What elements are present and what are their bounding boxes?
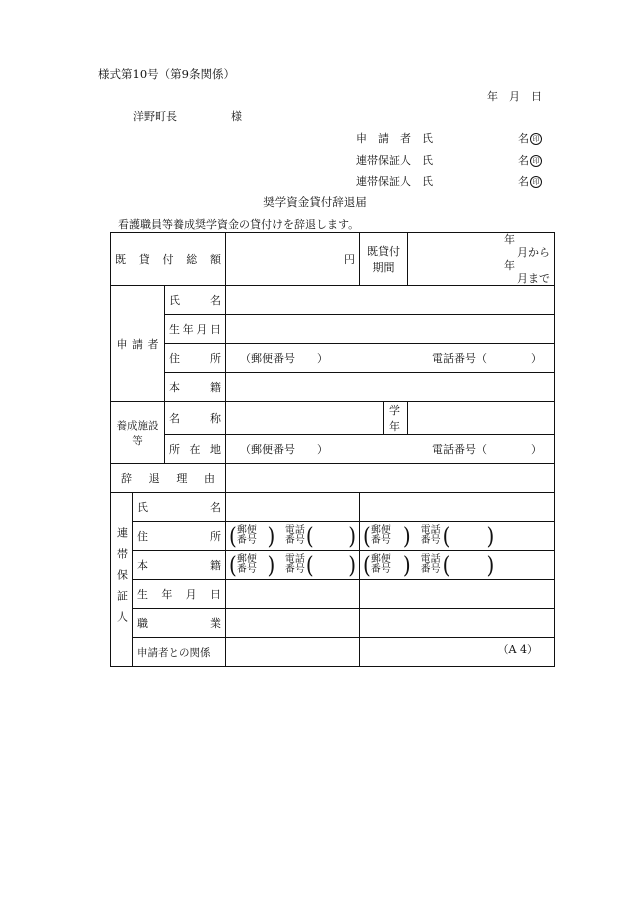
applicant-address-label: 住所 [165, 344, 226, 373]
guarantor-2-domicile-field[interactable]: ( 郵便 番号 ) 電話 番号 ( ) [360, 551, 555, 580]
period-from-month: 月から [517, 246, 551, 259]
withdrawal-reason-field[interactable] [226, 464, 555, 493]
guarantor-1-birthdate-field[interactable] [226, 580, 360, 609]
mini-phone-label: 電話 [284, 525, 305, 536]
lead-text: 看護職員等養成奨学資金の貸付けを辞退します。 [118, 218, 360, 231]
applicant-birthdate-field[interactable] [226, 315, 555, 344]
guarantor-relation-label: 申請者との関係 [133, 638, 226, 667]
mini-phone-label: 電話 [420, 554, 441, 565]
signature-guarantor-2 [356, 173, 542, 189]
sig-mei: 名 [518, 132, 529, 145]
mini-postal-label: 番号 [236, 564, 257, 575]
sig-role: 連帯保証人 [356, 175, 411, 188]
applicant-birthdate-label: 生年月日 [165, 315, 226, 344]
school-location-field[interactable] [226, 435, 555, 464]
mini-postal-label: 郵便 [370, 525, 391, 536]
mini-postal-label: 郵便 [370, 554, 391, 565]
guarantor-1-relation-field[interactable] [226, 638, 360, 667]
sig-role: 連帯保証人 [356, 154, 411, 167]
guarantor-birthdate-label: 生年月日 [133, 580, 226, 609]
mini-phone-label: 番号 [420, 564, 441, 575]
period-to-month: 月まで [517, 272, 551, 285]
grade-label: 学年 [384, 402, 408, 435]
total-loan-label: 既貸付総額 [111, 233, 226, 286]
guarantor-address-label: 住所 [133, 522, 226, 551]
mini-phone-label: 番号 [420, 535, 441, 546]
guarantor-occupation-label: 職業 [133, 609, 226, 638]
seal-icon: 印 [530, 155, 542, 167]
addressee-name: 洋野町長 [133, 110, 177, 123]
sig-ji: 氏 [422, 154, 433, 167]
guarantor-2-name-field[interactable] [360, 493, 555, 522]
guarantor-section-label [111, 493, 133, 667]
guarantor-2-address-field[interactable]: ( 郵便 番号 ) 電話 番号 ( ) [360, 522, 555, 551]
postal-code-label: （郵便番号 ） [240, 443, 329, 456]
postal-code-label: （郵便番号 ） [240, 352, 329, 365]
guarantor-domicile-label: 本籍 [133, 551, 226, 580]
paper-size-note: （A 4） [497, 643, 538, 656]
guarantor-2-occupation-field[interactable] [360, 609, 555, 638]
school-location-label: 所在地 [165, 435, 226, 464]
signature-applicant [356, 130, 542, 146]
form-number: 様式第10号（第9条関係） [98, 67, 235, 81]
period-to-year: 年 [504, 259, 516, 272]
mini-postal-label: 郵便 [236, 554, 257, 565]
total-loan-field[interactable] [226, 233, 360, 286]
applicant-section-label [111, 286, 165, 402]
guarantor-name-label: 氏名 [133, 493, 226, 522]
applicant-name-field[interactable] [226, 286, 555, 315]
seal-icon: 印 [530, 176, 542, 188]
guarantor-1-address-field[interactable]: ( 郵便 番号 ) 電話 番号 ( ) [226, 522, 360, 551]
yen-unit: 円 [344, 253, 356, 266]
guarantor-1-name-field[interactable] [226, 493, 360, 522]
sig-role: 申 請 者 [356, 132, 411, 145]
mini-postal-label: 番号 [370, 564, 391, 575]
phone-number-label: 電話番号（ ） [432, 352, 543, 365]
honorific: 様 [231, 110, 242, 123]
sig-mei: 名 [518, 175, 529, 188]
applicant-name-label: 氏名 [165, 286, 226, 315]
mini-postal-label: 番号 [370, 535, 391, 546]
guarantor-1-occupation-field[interactable] [226, 609, 360, 638]
applicant-label-text: 申請者 [116, 337, 159, 351]
sig-ji: 氏 [422, 175, 433, 188]
document-title: 奨学資金貸付辞退届 [263, 195, 367, 209]
applicant-domicile-field[interactable] [226, 373, 555, 402]
addressee [133, 108, 242, 124]
sig-mei: 名 [518, 154, 529, 167]
school-name-label: 名称 [165, 402, 226, 435]
withdrawal-form-table [110, 232, 555, 667]
guarantor-2-birthdate-field[interactable] [360, 580, 555, 609]
mini-phone-label: 電話 [284, 554, 305, 565]
mini-phone-label: 番号 [284, 564, 305, 575]
mini-phone-label: 電話 [420, 525, 441, 536]
loan-period-field[interactable] [408, 233, 555, 286]
grade-field[interactable] [408, 402, 555, 435]
period-from-year: 年 [504, 233, 516, 246]
sig-ji: 氏 [422, 132, 433, 145]
withdrawal-reason-label: 辞退理由 [111, 464, 226, 493]
phone-number-label: 電話番号（ ） [432, 443, 543, 456]
loan-period-label: 既貸付期間 [360, 233, 408, 286]
mini-phone-label: 番号 [284, 535, 305, 546]
guarantor-label-text: 連帯保証人 [115, 527, 129, 632]
guarantor-1-domicile-field[interactable]: ( 郵便 番号 ) 電話 番号 ( ) [226, 551, 360, 580]
applicant-domicile-label: 本籍 [165, 373, 226, 402]
signature-guarantor-1 [356, 152, 542, 168]
seal-icon: 印 [530, 133, 542, 145]
school-name-field[interactable] [226, 402, 384, 435]
applicant-address-field[interactable] [226, 344, 555, 373]
mini-postal-label: 郵便 [236, 525, 257, 536]
school-section-label: 養成施設等 [111, 402, 165, 464]
date-line: 年 月 日 [487, 90, 542, 103]
mini-postal-label: 番号 [236, 535, 257, 546]
